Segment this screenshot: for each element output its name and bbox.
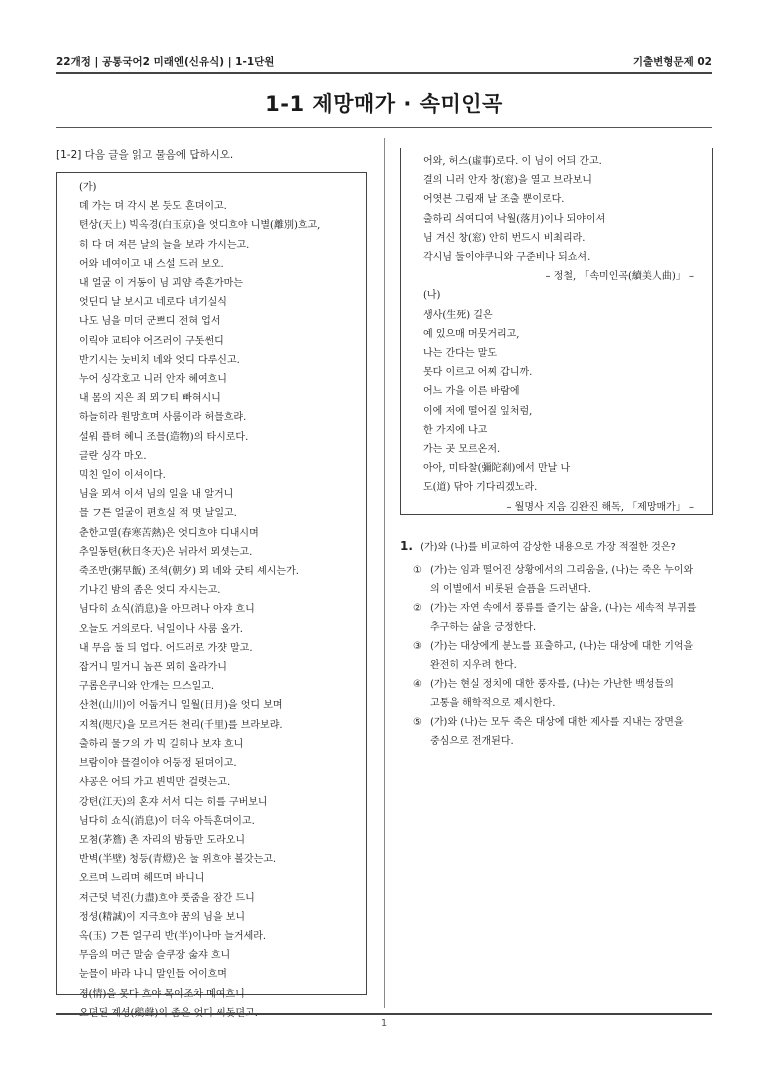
poem-line: 나는 간다는 말도: [423, 348, 497, 360]
poem-line: (나): [423, 290, 441, 302]
poem-line: 지쳑(咫尺)을 모르거든 쳔리(千里)를 브라보랴.: [79, 719, 283, 731]
poem-line: 하늘히라 원망흐며 사룸이라 허믈흐랴.: [79, 412, 247, 424]
choice-number: ①: [413, 565, 422, 576]
poem-line: 엇딘디 날 보시고 네로다 녀기실식: [79, 297, 227, 309]
page-title: 1-1 제망매가 · 속미인곡: [265, 92, 503, 116]
poem-line: 한 가지에 나고: [423, 424, 488, 436]
poem-line: 누어 싱각호고 니러 안자 혜여흐니: [79, 374, 227, 386]
poem-line: 도(道) 닦아 기다리겠노라.: [423, 482, 538, 494]
page-number: 1: [380, 1018, 388, 1029]
poem-na-attribution: – 월명사 지음 김완진 해독, 「제망매가」 –: [506, 501, 694, 513]
page-header: [56, 54, 712, 70]
poem-text-right: [423, 152, 708, 517]
poem-line: 강텬(江天)의 혼쟈 서서 디는 히를 구버보니: [79, 796, 268, 808]
choice-number: ③: [413, 641, 422, 652]
poem-line: 내 몸의 지은 죄 뫼フ티 빠혀시니: [79, 393, 221, 405]
poem-line: 아아, 미타찰(彌陀刹)에서 만날 나: [423, 463, 571, 475]
poem-line: 믹친 일이 이셔이다.: [79, 470, 166, 482]
choice-text-line: 고통을 해학적으로 제시한다.: [430, 698, 556, 709]
poem-line: 믈 フ튼 얼굴이 편흐실 적 몃 날일고.: [79, 508, 237, 520]
footer-rule: [56, 1013, 712, 1015]
poem-line: 출하리 물フ의 가 빅 길히나 보쟈 흐니: [79, 738, 244, 750]
poem-line: 산쳔(山川)이 어둡거니 일월(日月)을 엇디 보며: [79, 700, 283, 712]
poem-line: 기나긴 밤의 좀은 엇디 자시는고.: [79, 585, 221, 597]
poem-line: 텬상(天上) 빅옥경(白玉京)을 엇디흐야 니별(離別)흐고,: [79, 220, 321, 232]
poem-line: 오뎐된 계셩(鷄聲)의 좀은 엇디 씨돗뎐고.: [79, 1007, 258, 1019]
poem-line: 어엿븐 그림재 날 조출 뿐이로다.: [423, 194, 565, 206]
poem-line: 생사(生死) 길은: [423, 309, 493, 321]
question-1: [400, 538, 716, 751]
poem-line: 반벽(半壁) 청등(青燈)은 눌 위흐야 볼갓는고.: [79, 854, 277, 866]
header-series-label: 기출변형문제 02: [632, 56, 712, 68]
answer-choice[interactable]: [400, 561, 716, 599]
poem-line: 내 얼굴 이 거동이 님 괴얌 즉흔가마는: [79, 278, 243, 290]
poem-ga-continuation: [423, 152, 708, 267]
poem-line: 설워 플텨 혜니 조믈(造物)의 타시로다.: [79, 431, 249, 443]
poem-line: 브람이야 믈결이야 어둥정 된뎌이고.: [79, 758, 237, 770]
poem-line: 반기시는 눗비치 녜와 엇디 다루신고.: [79, 354, 240, 366]
poem-line: 어느 가을 이른 바람에: [423, 386, 520, 398]
choice-text-line: (가)는 임과 떨어진 상황에서의 그리움을, (나)는 죽은 누이와: [430, 565, 694, 576]
poem-line: 어와, 허스(虛事)로다. 이 님이 어듸 간고.: [423, 156, 602, 167]
poem-ga-text-left: [79, 178, 364, 1023]
choice-text-line: 중심으로 전개된다.: [430, 736, 514, 747]
answer-choice[interactable]: [400, 675, 716, 713]
poem-line: 오늘도 거의로다. 닉일이나 사룸 올가.: [79, 623, 243, 635]
poem-line: 글란 싱각 마오.: [79, 450, 147, 462]
choice-text-line: (가)와 (나)는 모두 죽은 대상에 대한 제사를 지내는 장면을: [430, 717, 684, 728]
poem-line: 님을 뫼셔 이셔 님의 일을 내 알거니: [79, 489, 234, 501]
poem-line: 눈믈이 바라 나니 말인들 어이흐며: [79, 969, 227, 981]
poem-line: 잡거니 밀거니 놉픈 뫼히 올라가니: [79, 662, 227, 674]
question-stem: [400, 538, 716, 553]
title-rule: [56, 127, 712, 128]
poem-line: 님 겨신 창(窓) 안히 번드시 비최리라.: [423, 232, 586, 244]
poem-ga-attribution: – 정철, 「속미인곡(續美人曲)」 –: [545, 271, 694, 283]
poem-line: 나도 님을 미더 군쁘디 전혀 업서: [79, 316, 221, 328]
poem-line: 결의 니러 안자 창(窓)을 열고 브라보니: [423, 175, 592, 187]
poem-line: 어와 네여이고 내 스설 드러 보오.: [79, 258, 224, 270]
choice-text-line: (가)는 자연 속에서 풍류를 즐기는 삶을, (나)는 세속적 부귀를: [430, 603, 697, 614]
poem-line: 샤공은 어듸 가고 븬빅만 걸렷는고.: [79, 777, 231, 789]
poem-line: 못다 이르고 어찌 갑니까.: [423, 367, 533, 379]
poem-line: 이릭야 교티야 어즈러이 구돗썬디: [79, 335, 224, 347]
poem-line: 춘한고열(春寒苦熱)은 엇디흐야 디내시며: [79, 527, 259, 539]
poem-line: 옥(玉) フ튼 얼구리 반(半)이나마 늘거세라.: [79, 930, 267, 942]
answer-choices: [400, 561, 716, 751]
choice-text-line: 완전히 지우려 한다.: [430, 660, 517, 671]
choice-number: ⑤: [413, 717, 422, 728]
answer-choice[interactable]: [400, 713, 716, 751]
poem-line: 모쳠(茅簷) 촌 자리의 밤듕만 도라오니: [79, 834, 246, 846]
instruction-text: [1-2] 다음 글을 읽고 물음에 답하시오.: [56, 149, 234, 161]
choice-number: ④: [413, 679, 422, 690]
answer-choice[interactable]: [400, 599, 716, 637]
poem-line: 무음의 머근 말숨 슬쿠장 숣쟈 흐니: [79, 950, 231, 962]
poem-line: 님다히 쇼식(消息)이 더옥 아득흔뎌이고.: [79, 815, 255, 827]
poem-line: (가): [79, 182, 97, 193]
column-divider: [384, 138, 385, 1008]
header-rule: [56, 72, 712, 74]
poem-line: 예 있으매 머뭇거리고,: [423, 328, 520, 340]
poem-line: 정셩(精誠)이 지극흐야 꿈의 님을 보니: [79, 911, 246, 923]
choice-text-line: (가)는 현실 정치에 대한 풍자를, (나)는 가난한 백성들의: [430, 679, 674, 690]
poem-line: 각시님 둘이야쿠니와 구준비나 되쇼셔.: [423, 252, 591, 264]
poem-line: 구롬은쿠니와 안개는 므스일고.: [79, 681, 215, 693]
poem-na-text: [423, 286, 708, 497]
poem-line: 이에 저에 떨어질 잎처럼,: [423, 405, 533, 417]
poem-line: 져근덧 녁진(力盡)흐야 풋줌을 잠간 드니: [79, 892, 255, 904]
poem-line: 죽조반(粥早飯) 조셕(朝夕) 뫼 녜와 굿티 셰시는가.: [79, 566, 299, 578]
poem-line: 내 무음 둘 듸 업다. 어드러로 가쟛 말고.: [79, 642, 253, 654]
poem-line: 히 다 뎌 져믄 날의 늘을 보라 가시는고.: [79, 239, 250, 251]
poem-line: 졍(情)을 못다 흐야 목이조차 몌여흐니: [79, 988, 245, 1000]
choice-number: ②: [413, 603, 422, 614]
poem-line: 님다히 쇼식(消息)을 아므려나 아쟈 흐니: [79, 604, 255, 616]
choice-text-line: 의 이별에서 비롯된 슬픔을 드러낸다.: [430, 584, 591, 595]
header-course-info: 22개정 | 공통국어2 미래엔(신유식) | 1-1단원: [56, 56, 275, 68]
choice-text-line: (가)는 대상에게 분노를 표출하고, (나)는 대상에 대한 기억을: [430, 641, 694, 652]
poem-line: 가는 곳 모르온저.: [423, 444, 501, 456]
choice-text-line: 추구하는 삶을 긍정한다.: [430, 622, 537, 633]
poem-line: 추일동텬(秋日冬天)은 뉘라서 뫼셧는고.: [79, 546, 253, 558]
poem-line: 뎨 가는 뎌 각시 본 듯도 흔뎌이고.: [79, 201, 227, 213]
poem-line: 오르며 느리며 헤뜨며 바니니: [79, 873, 205, 885]
answer-choice[interactable]: [400, 637, 716, 675]
question-stem-text: (가)와 (나)를 비교하여 감상한 내용으로 가장 적절한 것은?: [420, 542, 676, 553]
poem-line: 출하리 싀여디여 낙월(落月)이나 되야이셔: [423, 213, 606, 225]
question-number: 1.: [400, 539, 413, 553]
